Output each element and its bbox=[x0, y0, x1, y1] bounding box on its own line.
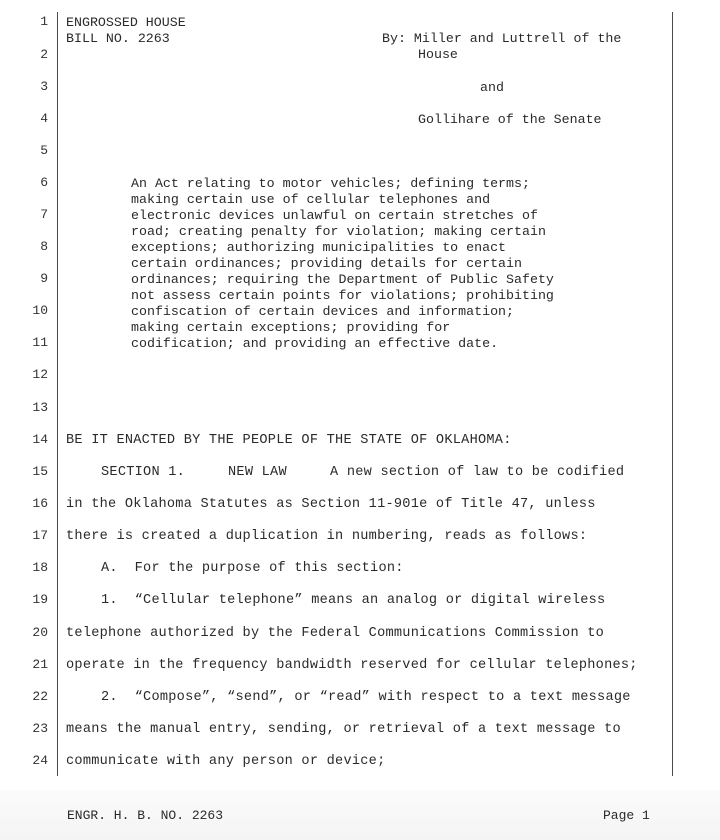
section-label: SECTION 1. bbox=[101, 465, 186, 480]
title-line: certain ordinances; providing details for certain bbox=[131, 256, 522, 271]
line-number: 1 bbox=[40, 14, 48, 29]
line-number: 21 bbox=[32, 657, 48, 672]
line-number: 23 bbox=[32, 721, 48, 736]
body-line-16: in the Oklahoma Statutes as Section 11-901e of Title 47, unless bbox=[66, 497, 596, 512]
sponsors-and: and bbox=[480, 80, 504, 95]
line-number: 19 bbox=[32, 592, 48, 607]
line-number: 11 bbox=[32, 335, 48, 350]
body-line-19: 1. “Cellular telephone” means an analog or digital wireless bbox=[101, 593, 606, 608]
body-line-17: there is created a duplication in numbering, reads as follows: bbox=[66, 529, 588, 544]
line-number: 4 bbox=[40, 111, 48, 126]
line-number: 3 bbox=[40, 79, 48, 94]
title-line: making certain use of cellular telephones and bbox=[131, 192, 491, 207]
sponsors-house-line2: House bbox=[418, 47, 458, 62]
line-number: 12 bbox=[32, 367, 48, 382]
bill-heading-line1: ENGROSSED HOUSE bbox=[66, 15, 186, 30]
title-line: not assess certain points for violations; prohibiting bbox=[131, 288, 554, 303]
line-number: 15 bbox=[32, 464, 48, 479]
footer-page-number: Page 1 bbox=[603, 808, 650, 823]
line-number: 18 bbox=[32, 560, 48, 575]
line-number: 14 bbox=[32, 432, 48, 447]
section-new-law: NEW LAW bbox=[228, 465, 287, 480]
right-margin-rule bbox=[672, 12, 673, 776]
title-line: making certain exceptions; providing for bbox=[131, 320, 451, 335]
line-number: 2 bbox=[40, 47, 48, 62]
sponsors-house-line1: By: Miller and Luttrell of the bbox=[382, 31, 622, 46]
line-number: 9 bbox=[40, 271, 48, 286]
sponsors-senate: Gollihare of the Senate bbox=[418, 112, 602, 127]
line-number: 10 bbox=[32, 303, 48, 318]
body-line-23: means the manual entry, sending, or retrieval of a text message to bbox=[66, 722, 621, 737]
line-number: 22 bbox=[32, 689, 48, 704]
footer-bill-reference: ENGR. H. B. NO. 2263 bbox=[67, 808, 224, 823]
line-number: 17 bbox=[32, 528, 48, 543]
title-line: ordinances; requiring the Department of Public Safety bbox=[131, 272, 554, 287]
title-line: exceptions; authorizing municipalities to enact bbox=[131, 240, 507, 255]
enacting-clause: BE IT ENACTED BY THE PEOPLE OF THE STATE OF OKLAHOMA: bbox=[66, 433, 512, 448]
line-number: 24 bbox=[32, 753, 48, 768]
bill-heading-line2: BILL NO. 2263 bbox=[66, 31, 170, 46]
line-number: 6 bbox=[40, 175, 48, 190]
line-number: 7 bbox=[40, 207, 48, 222]
title-line: An Act relating to motor vehicles; defining terms; bbox=[131, 176, 530, 191]
title-line: electronic devices unlawful on certain stretches of bbox=[131, 208, 538, 223]
body-line-18: A. For the purpose of this section: bbox=[101, 561, 404, 576]
line-number: 20 bbox=[32, 625, 48, 640]
line-number: 16 bbox=[32, 496, 48, 511]
line-number: 5 bbox=[40, 143, 48, 158]
title-line: codification; and providing an effective date. bbox=[131, 336, 499, 351]
line-number: 8 bbox=[40, 239, 48, 254]
body-line-22: 2. “Compose”, “send”, or “read” with respect to a text message bbox=[101, 690, 631, 705]
title-line: confiscation of certain devices and information; bbox=[131, 304, 515, 319]
line-number: 13 bbox=[32, 400, 48, 415]
left-margin-rule bbox=[57, 12, 58, 776]
body-line-21: operate in the frequency bandwidth reserved for cellular telephones; bbox=[66, 658, 638, 673]
title-line: road; creating penalty for violation; making certain bbox=[131, 224, 546, 239]
body-line-24: communicate with any person or device; bbox=[66, 754, 386, 769]
body-line-20: telephone authorized by the Federal Communications Commission to bbox=[66, 626, 605, 641]
section-text: A new section of law to be codified bbox=[330, 465, 625, 480]
